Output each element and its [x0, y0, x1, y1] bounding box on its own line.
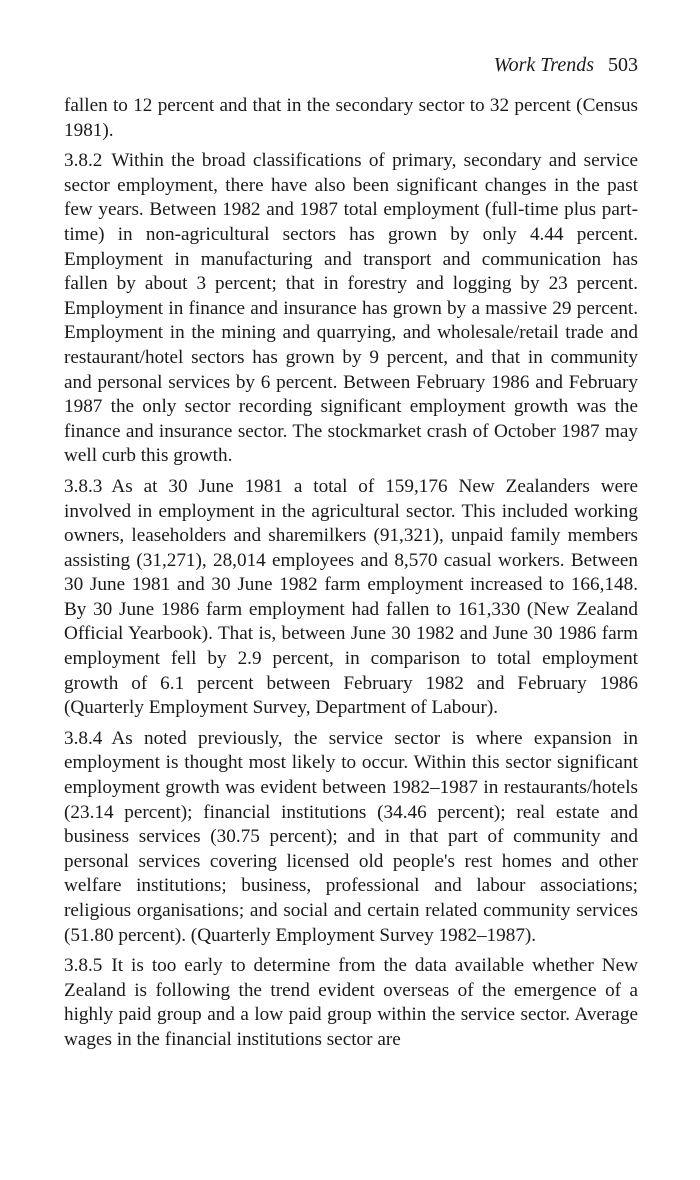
paragraph-text: It is too early to determine from the data available whether New Zealand is following the trend evident overseas of the emergence of a highly paid group and a low paid group within the service sector. Average wages in the financial institutions sector are	[64, 955, 638, 1050]
paragraph-number: 3.8.3	[64, 475, 103, 497]
document-page	[64, 50, 638, 1059]
running-title: Work Trends	[493, 54, 594, 76]
paragraph-text: As noted previously, the service sector is where expansion in employment is thought most likely to occur. Within this sector significant employment growth was evident between 1982–1987 in restaurants/hotels (23.14 percent); financial institutions (34.46 percent); real estate and business services (30.75 percent); and in that part of community and personal services covering licensed old people's rest homes and other welfare institutions; business, professional and labour associations; religious organisations; and social and certain related community services (51.80 percent). (Quarterly Employment Survey 1982–1987).	[64, 727, 638, 946]
running-head	[64, 50, 638, 80]
paragraph-3-8-4	[64, 727, 638, 948]
paragraph-number: 3.8.2	[64, 150, 103, 172]
paragraph-3-8-2	[64, 149, 638, 469]
paragraph-text: As at 30 June 1981 a total of 159,176 New Zealanders were involved in employment in the agricultural sector. This included working owners, leaseholders and sharemilkers (91,321), unpaid family members assisting (31,271), 28,014 employees and 8,570 casual workers. Between 30 June 1981 and 30 June 1982 farm employment increased to 166,148. By 30 June 1986 farm employment had fallen to 161,330 (New Zealand Official Yearbook). That is, between June 30 1982 and June 30 1986 farm employment fell by 2.9 percent, in comparison to total employment growth of 6.1 percent between February 1982 and February 1986 (Quarterly Employment Survey, Department of Labour).	[64, 475, 638, 719]
paragraph-text: fallen to 12 percent and that in the secondary sector to 32 percent (Census 1981).	[64, 95, 638, 141]
paragraph-number: 3.8.4	[64, 727, 103, 749]
paragraph-text: Within the broad classifications of primary, secondary and service sector employment, there have also been significant changes in the past few years. Between 1982 and 1987 total employment (full-time plus part-time) in non-agricultural sectors has grown by only 4.44 percent. Employment in manufacturing and transport and communication has fallen by about 3 percent; that in forestry and logging by 23 percent. Employment in finance and insurance has grown by a massive 29 percent. Employment in the mining and quarrying, and wholesale/retail trade and restaurant/hotel sectors has grown by 9 percent, and that in community and personal services by 6 percent. Between February 1986 and February 1987 the only sector recording significant employment growth was the finance and insurance sector. The stockmarket crash of October 1987 may well curb this growth.	[64, 150, 638, 467]
page-number: 503	[608, 54, 638, 76]
paragraph-3-8-3	[64, 475, 638, 721]
paragraph-continued	[64, 94, 638, 143]
paragraph-3-8-5	[64, 954, 638, 1052]
paragraph-number: 3.8.5	[64, 955, 103, 977]
